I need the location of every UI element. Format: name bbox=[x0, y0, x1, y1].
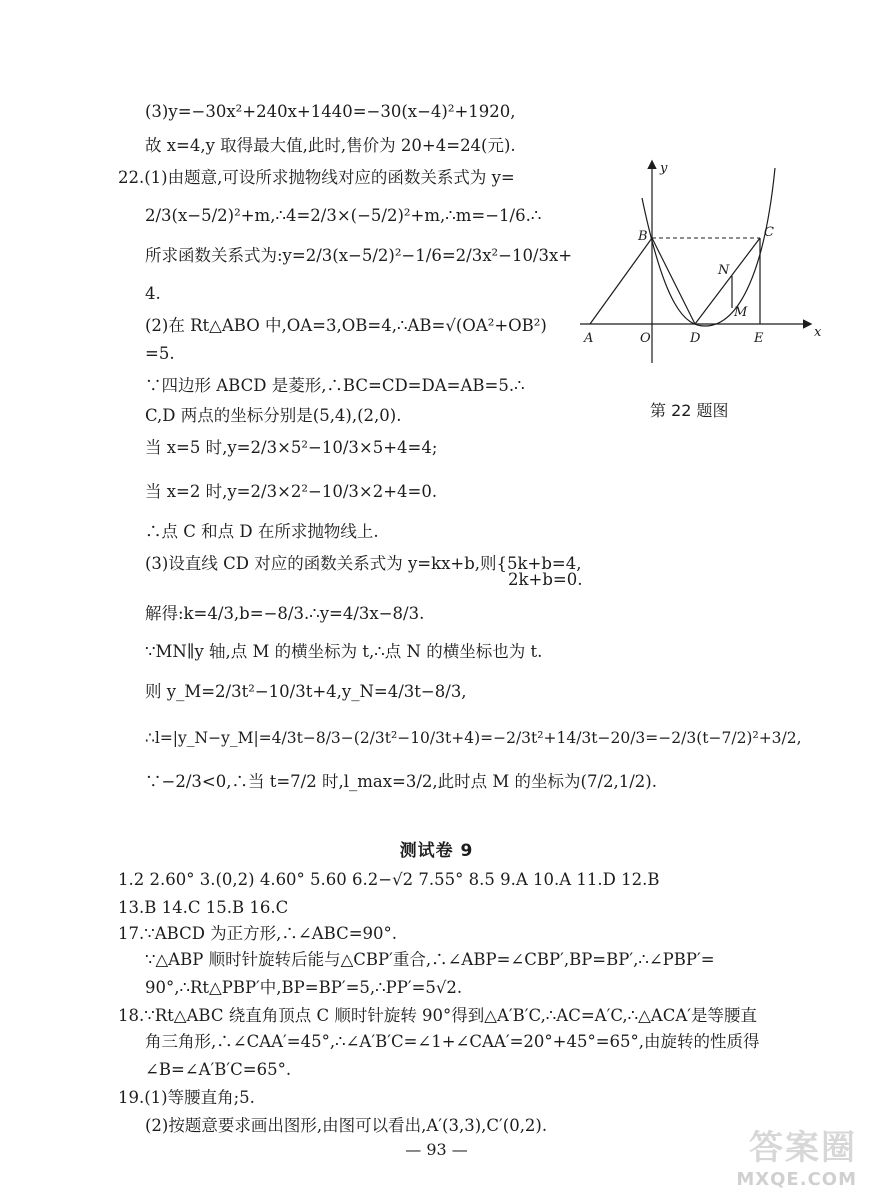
text-line: 18.∵Rt△ABC 绕直角顶点 C 顺时针旋转 90°得到△A′B′C,∴AC=A′C,∴△ACA′是等腰直 bbox=[118, 1006, 758, 1025]
watermark-url: MXQE.COM bbox=[736, 1169, 857, 1190]
text-line: 当 x=5 时,y=2/3×5²−10/3×5+4=4; bbox=[145, 438, 438, 457]
text-line: 1.2 2.60° 3.(0,2) 4.60° 5.60 6.2−√2 7.55° 8.5 9.A 10.A 11.D 12.B bbox=[118, 870, 660, 889]
label-d: D bbox=[690, 331, 701, 346]
parabola-curve bbox=[642, 168, 775, 326]
watermark-logo: 答案圈 bbox=[749, 1128, 857, 1168]
text-line: (2)在 Rt△ABO 中,OA=3,OB=4,∴AB=√(OA²+OB²) bbox=[145, 316, 547, 335]
problem-22-figure bbox=[570, 158, 830, 398]
text-line: 解得:k=4/3,b=−8/3.∴y=4/3x−8/3. bbox=[145, 604, 425, 623]
label-n: N bbox=[718, 263, 730, 278]
text-line: 角三角形,∴∠CAA′=45°,∴∠A′B′C=∠1+∠CAA′=20°+45°=65°,由旋转的性质得 bbox=[145, 1032, 760, 1051]
label-x-axis: x bbox=[814, 325, 822, 340]
text-line: ∴点 C 和点 D 在所求抛物线上. bbox=[145, 522, 379, 541]
text-line: 17.∵ABCD 为正方形,∴∠ABC=90°. bbox=[118, 924, 398, 943]
text-line: (2)按题意要求画出图形,由图可以看出,A′(3,3),C′(0,2). bbox=[145, 1116, 548, 1135]
text-line: 4. bbox=[145, 284, 161, 303]
label-m: M bbox=[734, 305, 748, 320]
text-line: ∴l=|y_N−y_M|=4/3t−8/3−(2/3t²−10/3t+4)=−2/3t²+14/3t−20/3=−2/3(t−7/2)²+3/2, bbox=[145, 729, 802, 747]
label-b: B bbox=[638, 229, 648, 244]
text-line: ∵△ABP 顺时针旋转后能与△CBP′重合,∴∠ABP=∠CBP′,BP=BP′,∴∠PBP′= bbox=[145, 950, 715, 969]
label-e: E bbox=[754, 331, 764, 346]
line-ab bbox=[590, 238, 652, 324]
text-line: ∠B=∠A′B′C=65°. bbox=[145, 1060, 292, 1079]
watermark bbox=[736, 1120, 857, 1190]
text-line: 所求函数关系式为:y=2/3(x−5/2)²−1/6=2/3x²−10/3x+ bbox=[145, 246, 573, 265]
label-o: O bbox=[640, 331, 651, 346]
text-line: ∵四边形 ABCD 是菱形,∴BC=CD=DA=AB=5.∴ bbox=[145, 376, 525, 395]
figure-caption: 第 22 题图 bbox=[650, 401, 729, 420]
text-line: 13.B 14.C 15.B 16.C bbox=[118, 898, 289, 917]
label-y-axis: y bbox=[660, 161, 668, 176]
label-a: A bbox=[584, 331, 594, 346]
text-line: ∵−2/3<0,∴当 t=7/2 时,l_max=3/2,此时点 M 的坐标为(7/2,1/2). bbox=[145, 772, 657, 791]
label-c: C bbox=[764, 225, 774, 240]
text-line: =5. bbox=[145, 344, 175, 363]
text-line: 22.(1)由题意,可设所求抛物线对应的函数关系式为 y= bbox=[118, 168, 515, 187]
text-line: ∵MN∥y 轴,点 M 的横坐标为 t,∴点 N 的横坐标也为 t. bbox=[145, 642, 543, 661]
text-line: 2/3(x−5/2)²+m,∴4=2/3×(−5/2)²+m,∴m=−1/6.∴ bbox=[145, 206, 542, 225]
line-bd bbox=[652, 238, 695, 324]
text-line: (3)y=−30x²+240x+1440=−30(x−4)²+1920, bbox=[145, 102, 516, 121]
text-line: C,D 两点的坐标分别是(5,4),(2,0). bbox=[145, 406, 402, 425]
text-line: 则 y_M=2/3t²−10/3t+4,y_N=4/3t−8/3, bbox=[145, 682, 467, 701]
page-number: — 93 — bbox=[405, 1140, 468, 1159]
text-line: 2k+b=0. bbox=[508, 570, 583, 589]
text-line: 19.(1)等腰直角;5. bbox=[118, 1088, 255, 1107]
text-line: 90°,∴Rt△PBP′中,BP=BP′=5,∴PP′=5√2. bbox=[145, 978, 463, 997]
text-line: (3)设直线 CD 对应的函数关系式为 y=kx+b,则{5k+b=4, bbox=[145, 554, 582, 573]
text-line: 当 x=2 时,y=2/3×2²−10/3×2+4=0. bbox=[145, 482, 438, 501]
text-line: 故 x=4,y 取得最大值,此时,售价为 20+4=24(元). bbox=[145, 136, 516, 155]
section-title: 测试卷 9 bbox=[399, 841, 474, 861]
